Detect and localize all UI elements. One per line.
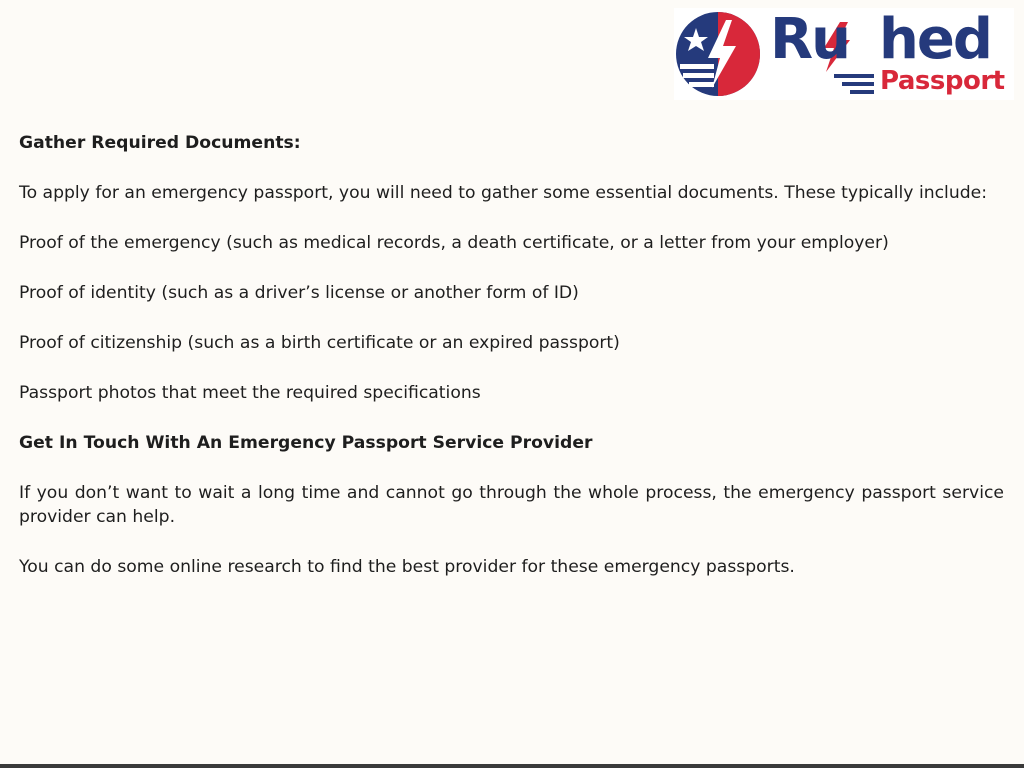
document-item: Passport photos that meet the required specifications	[19, 383, 481, 403]
speed-line	[834, 74, 874, 78]
logo-word-start: Ru	[770, 7, 849, 72]
document-body	[19, 131, 1004, 605]
emblem-stripe	[683, 73, 714, 78]
provider-paragraph: If you don’t want to wait a long time and cannot go through the whole process, the emergency passport service provider can help.	[19, 483, 1004, 527]
logo-subtitle: Passport	[880, 66, 1005, 96]
section-heading-documents: Gather Required Documents:	[19, 133, 301, 153]
document-item: Proof of identity (such as a driver’s license or another form of ID)	[19, 283, 579, 303]
section-heading-provider: Get In Touch With An Emergency Passport Service Provider	[19, 433, 593, 453]
document-item: Proof of citizenship (such as a birth certificate or an expired passport)	[19, 333, 620, 353]
logo-wordmark	[770, 7, 991, 72]
intro-paragraph: To apply for an emergency passport, you will need to gather some essential documents. These typically include:	[19, 183, 988, 203]
bottom-border	[0, 764, 1024, 768]
speed-line	[850, 90, 874, 94]
speed-line	[842, 82, 874, 86]
emblem-stripe	[680, 64, 714, 69]
rushed-passport-logo	[674, 8, 1014, 100]
document-item: Proof of the emergency (such as medical records, a death certificate, or a letter from your employer)	[19, 233, 889, 253]
logo-word-end: hed	[879, 7, 991, 72]
research-paragraph: You can do some online research to find the best provider for these emergency passports.	[19, 557, 795, 577]
emblem-stripe	[689, 82, 714, 87]
